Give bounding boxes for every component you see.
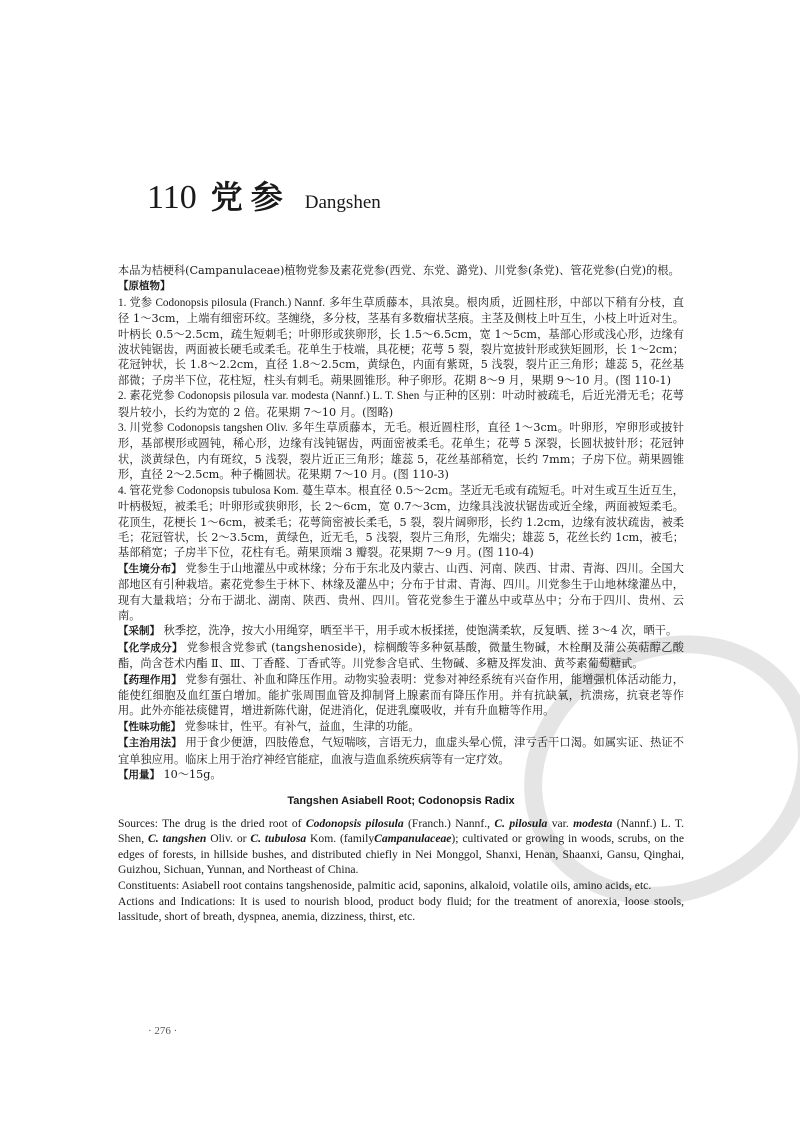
species-description: 蔓生草本。根直径 0.5～2cm。茎近无毛或有疏短毛。叶对生或互生近互生，叶柄极短，被柔毛；叶卵形或狭卵形，长 2～6cm，宽 0.7～3cm，边缘具浅波状锯齿或近全缘，两面被短柔毛。花顶生，花梗长 1～6cm，被柔毛；花萼筒密被长柔毛，5 裂，裂片阔卵形，长约 1.2cm，边缘有波状疏齿，被柔毛；花冠管状，长 2～3.5cm，黄绿色，近无毛，5 浅裂，裂片三角形，先端尖；雄蕊 5，花丝长约 1cm，被毛；基部稍宽；子房半下位，花柱有毛。蒴果顶端 3 瓣裂。花果期 7～9 月。(图 110-4) <box>118 483 684 560</box>
english-actions: Actions and Indications: It is used to nourish blood, product body fluid; for the treatment of anorexia, loose stools, lassitude, short of breath, dyspnea, anemia, dizziness, thirst, etc. <box>118 894 684 924</box>
english-summary <box>118 794 684 925</box>
family-name: Campanulaceae <box>374 832 452 846</box>
section-properties <box>118 719 684 735</box>
species-name: 4. 管花党参 Codonopsis tubulosa Kom. <box>118 484 299 497</box>
section-label: 【性味功能】 <box>118 720 181 733</box>
species-name: 2. 素花党参 Codonopsis pilosula var. modesta (Nannf.) L. T. Shen <box>118 390 420 403</box>
section-text: 党参生于山地灌丛中或林缘；分布于东北及内蒙古、山西、河南、陕西、甘肃、青海、四川。全国大部地区有引种栽培。素花党参生于林下、林缘及灌丛中；分布于甘肃、青海、四川。川党参生于山地林缘灌丛中，现有大量栽培；分布于湖北、湖南、陕西、贵州、四川。管花党参生于灌丛中或草丛中；分布于四川、贵州、云南。 <box>118 561 684 622</box>
chapter-title-chinese: 党参 <box>210 178 291 216</box>
section-indications <box>118 735 684 767</box>
species-authority: Oliv. or <box>210 832 247 846</box>
species-description: 与正种的区别：叶动时被疏毛，后近光滑无毛；花萼裂片较小，长约为宽的 2 倍。花果期 7～10 月。(图略) <box>118 389 684 419</box>
section-dosage <box>118 767 684 783</box>
species-entry <box>118 388 684 420</box>
species-entry <box>118 483 684 561</box>
section-label: 【原植物】 <box>118 280 171 293</box>
section-label: 【化学成分】 <box>118 641 183 654</box>
species-name: 1. 党参 Codonopsis pilosula (Franch.) Nannf. <box>118 296 326 309</box>
species-authority: (Franch.) Nannf., <box>408 816 490 830</box>
section-text: 党参有强壮、补血和降压作用。动物实验表明：党参对神经系统有兴奋作用，能增强机体活动能力，能使红细胞及血红蛋白增加。能扩张周围血管及抑制肾上腺素而有降压作用。并有抗缺氧，抗溃疡，抗衰老等作用。此外亦能祛痰健胃，增进新陈代谢，促进消化，促进乳糜吸收，并有升血糖等作用。 <box>118 672 684 718</box>
sources-label: Sources: <box>118 816 158 830</box>
species-description: 多年生草质藤本，具浓臭。根肉质，近圆柱形，中部以下稍有分枝，直径 1～3cm，上端有细密环纹。茎缠绕，多分枝，茎基有多数瘤状茎痕。主茎及侧枝上叶互生，小枝上叶近对生。叶柄长 0.5～2.5cm，疏生短刺毛；叶卵形或狭卵形，长 1.5～6.5cm，宽 1～5cm，基部心形或浅心形，边缘有波状钝锯齿，两面被长硬毛或柔毛。花单生于枝端，具花梗；花萼 5 裂，裂片宽披针形或狭矩圆形，长 1～2cm；花冠钟状，长 1.8～2.2cm，直径 1.8～2.5cm，黄绿色，内面有紫斑，5 浅裂，裂片正三角形；雄蕊 5，花丝基部微；子房半下位，花柱短，柱头有刺毛。蒴果圆锥形。种子卵形。花期 8～9 月，果期 9～10 月。(图 110-1) <box>118 295 684 387</box>
section-label: 【采制】 <box>118 625 160 638</box>
chapter-title-pinyin: Dangshen <box>304 192 381 213</box>
chapter-heading <box>147 172 381 218</box>
section-text: 党参根含党参甙 (tangshenoside)，棕榈酸等多种氨基酸，微量生物碱，木栓酮及蒲公英萜醇乙酸酯，尚含苍术内酯 Ⅱ、Ⅲ、丁香醛、丁香甙等。川党参含皂甙、生物碱、多糖及挥发油、黄芩素葡萄糖甙。 <box>118 640 684 671</box>
species-name: Codonopsis pilosula <box>305 816 404 830</box>
species-name: 3. 川党参 Codonopsis tangshen Oliv. <box>118 422 288 435</box>
section-label: 【用量】 <box>118 769 160 781</box>
species-entry <box>118 295 684 388</box>
section-text: 党参味甘，性平。有补气，益血，生津的功能。 <box>184 719 420 733</box>
chinese-body <box>118 263 684 783</box>
page-number: · 276 · <box>148 1025 178 1037</box>
species-authority: Kom. (family <box>310 832 375 846</box>
species-name: C. pilosula <box>494 816 548 830</box>
section-label: 【生境分布】 <box>118 562 182 575</box>
species-name: C. tubulosa <box>250 832 307 846</box>
section-chemistry <box>118 640 684 672</box>
section-collection <box>118 623 684 639</box>
chapter-number: 110 <box>147 179 197 216</box>
section-label: 【药理作用】 <box>118 673 182 686</box>
variety-name: modesta <box>573 816 613 830</box>
species-description: 多年生草质藤本，无毛。根近圆柱形，直径 1～3cm。叶卵形，窄卵形或披针形，基部楔形或圆钝，稀心形，边缘有浅钝锯齿，两面密被柔毛。花单生；花萼 5 深裂，长圆状披针形；花冠钟状，淡黄绿色，内有斑纹，5 浅裂，裂片近正三角形；雄蕊 5，花丝基部稍宽，长约 7mm；子房下位。蒴果圆锥形，直径 2～2.5cm。种子椭圆状。花果期 7～10 月。(图 110-3) <box>118 421 684 482</box>
species-name: C. tangshen <box>147 832 207 846</box>
section-label: 【主治用法】 <box>118 737 182 750</box>
english-title: Tangshen Asiabell Root; Codonopsis Radix <box>287 795 515 807</box>
section-text: 用于食少便溏，四肢倦怠，气短喘咳，言语无力，血虚头晕心慌，津亏舌干口渴。如属实证、热证不宜单独应用。临床上用于治疗神经官能症，血液与造血系统疾病等有一定疗效。 <box>118 736 684 766</box>
english-sources <box>118 816 684 878</box>
variety-marker: var. <box>551 816 569 830</box>
section-text: 10～15g。 <box>163 768 222 781</box>
sources-text: The drug is the dried root of <box>162 816 302 830</box>
species-authority: (Nannf.) L. T. Shen, <box>118 816 684 846</box>
english-constituents: Constituents: Asiabell root contains tangshenoside, palmitic acid, saponins, alkaloid, volatile oils, amino acids, etc. <box>118 878 652 892</box>
section-habitat <box>118 561 684 624</box>
section-text: 秋季挖，洗净，按大小用绳穿，晒至半干，用手或木板揉搓，使饱满柔软，反复晒、搓 3～4 次，晒干。 <box>163 624 678 638</box>
intro-paragraph: 本品为桔梗科(Campanulaceae)植物党参及素花党参(西党、东党、潞党)、川党参(条党)、管花党参(白党)的根。 <box>118 264 680 277</box>
sources-text: ); cultivated or growing in woods, scrubs, on the edges of forests, in hillside bushes, and distributed chiefly in Nei Monggol, Shanxi, Henan, Shaanxi, Gansu, Qinghai, Guizhou, Sichuan, Yunnan, and Northeast of China. <box>118 832 684 877</box>
species-entry <box>118 420 684 483</box>
section-pharmacology <box>118 672 684 719</box>
section-original-plant <box>118 278 684 294</box>
